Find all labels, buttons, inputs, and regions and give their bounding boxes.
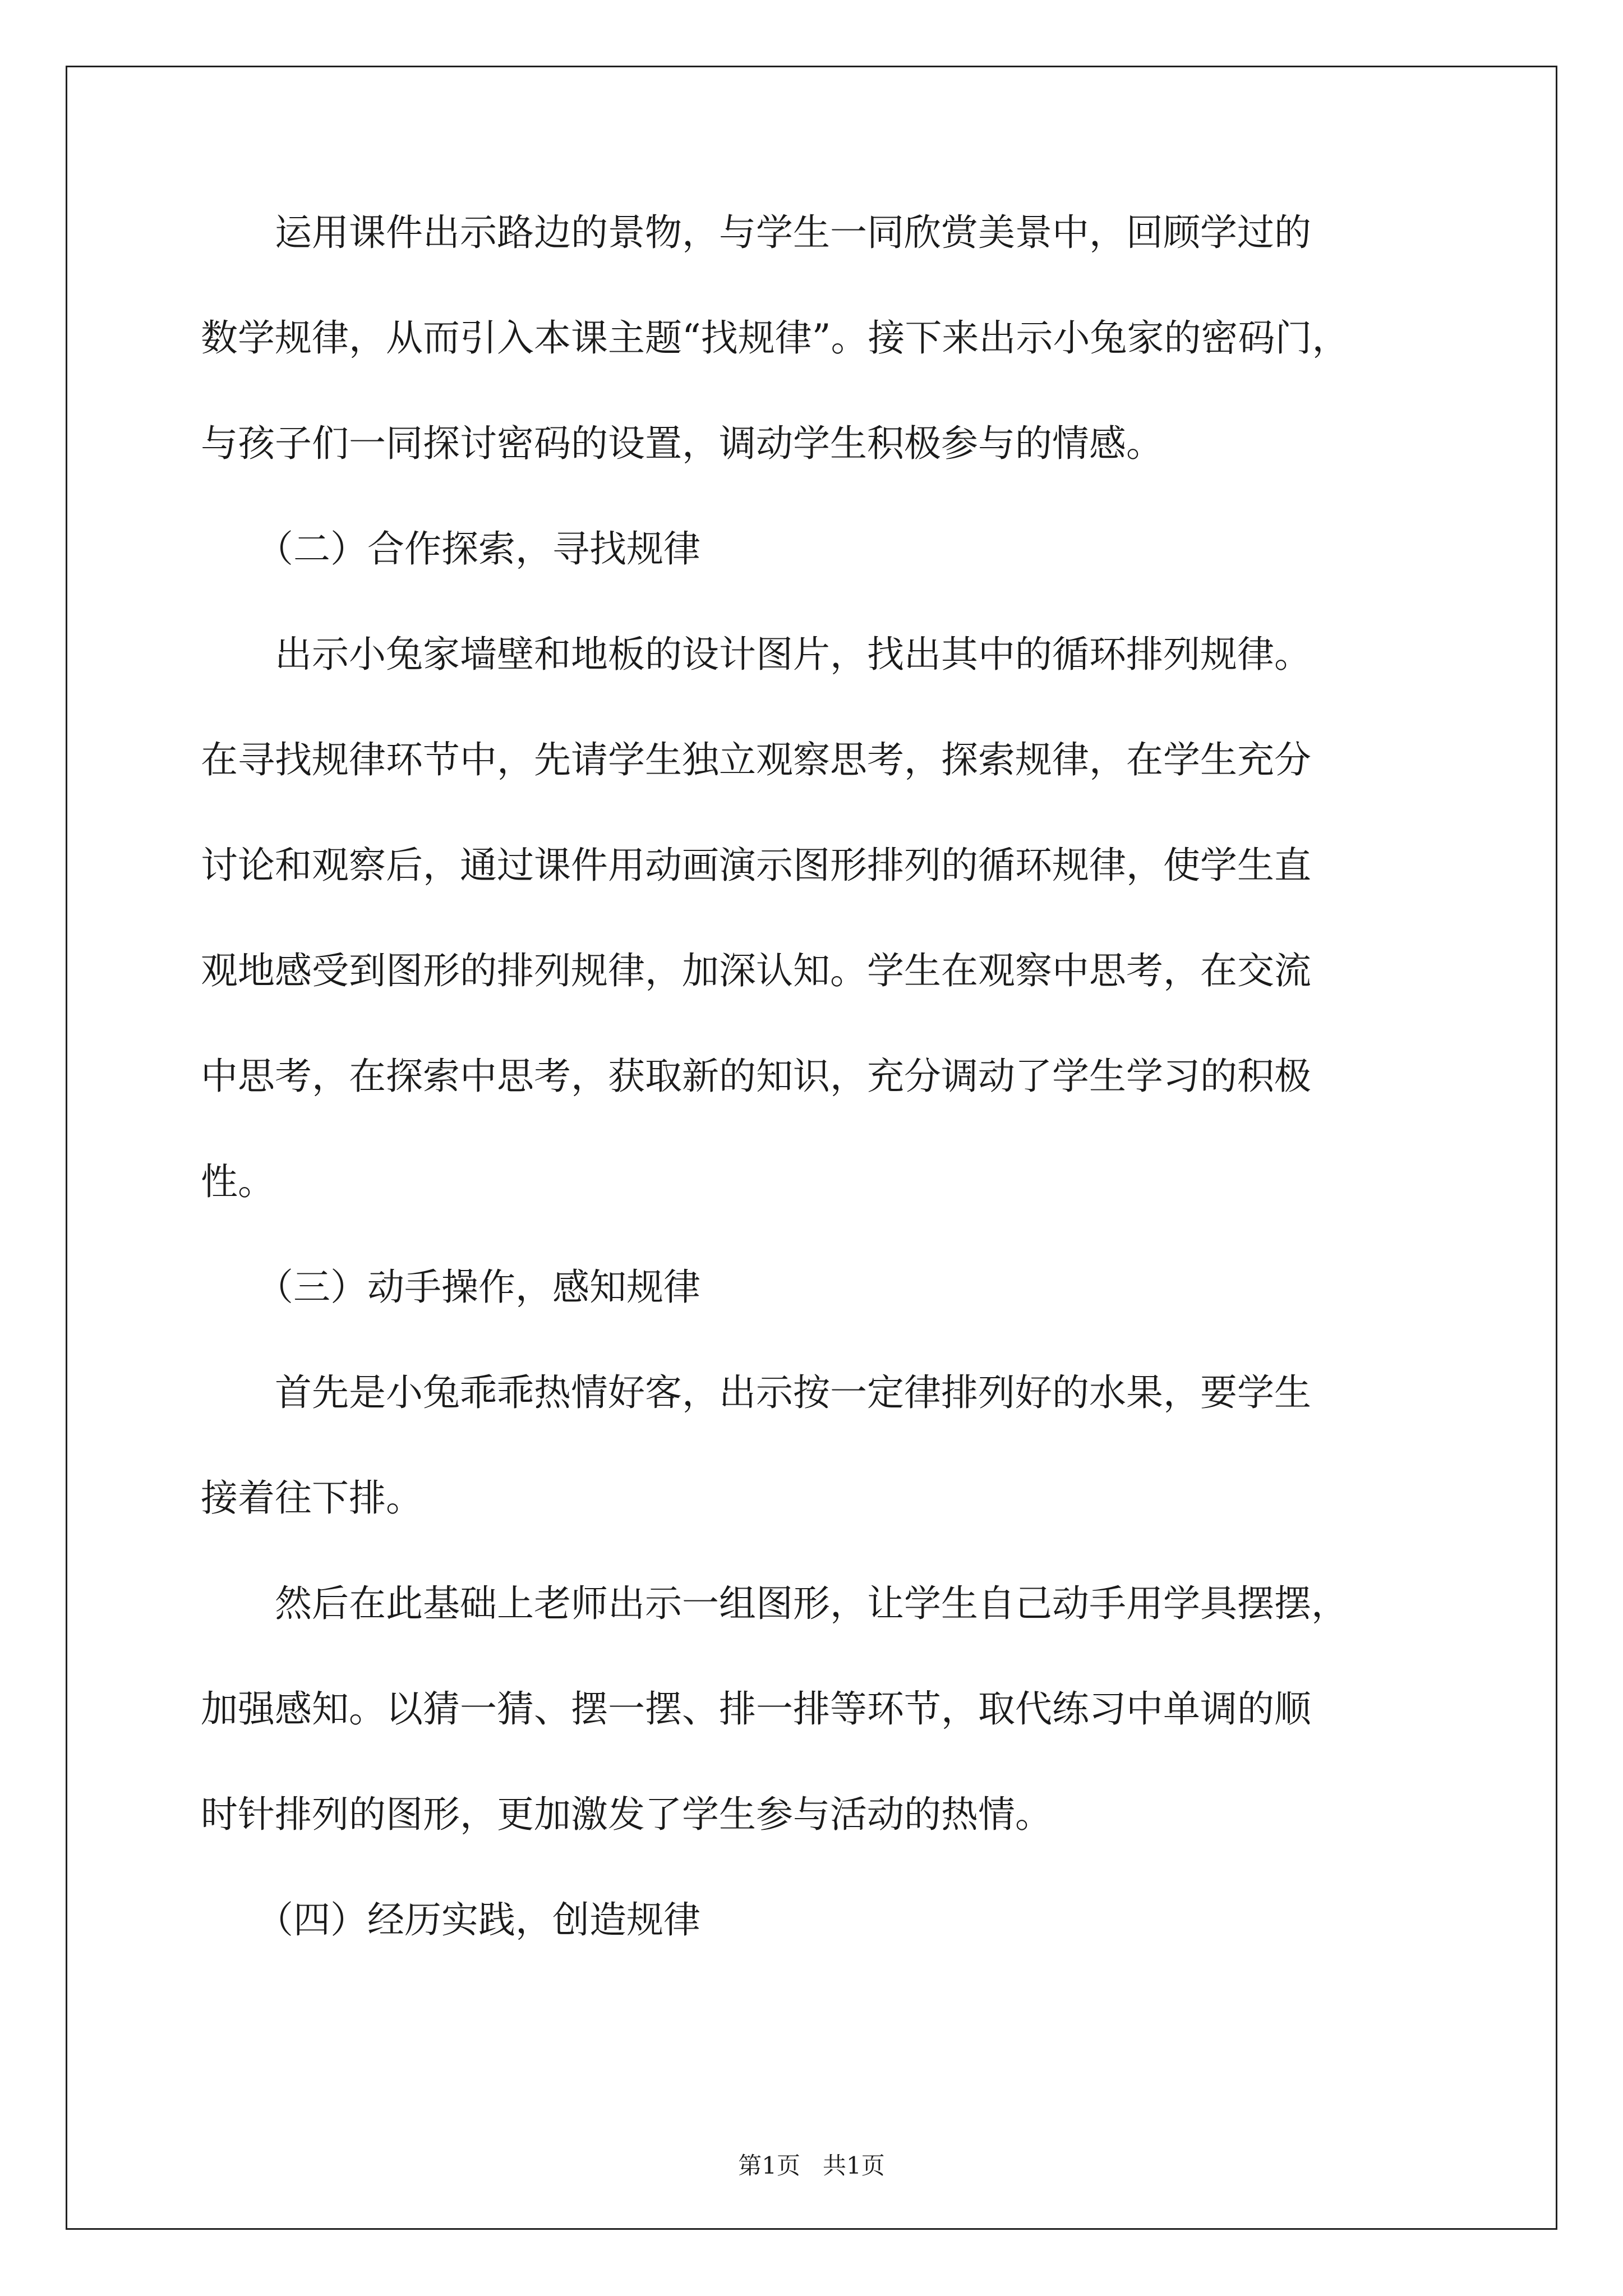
page-number: 第1页	[738, 2152, 800, 2179]
text-line: 运用课件出示路边的景物，与学生一同欣赏美景中，回顾学过的	[201, 211, 1311, 254]
text-line: 时针排列的图形，更加激发了学生参与活动的热情。	[201, 1793, 1052, 1836]
text-line: 数学规律，从而引入本课主题“找规律”。接下来出示小兔家的密码门，	[201, 316, 1349, 360]
text-line: 加强感知。以猜一猜、摆一摆、排一排等环节，取代练习中单调的顺	[201, 1687, 1311, 1731]
text-line: 与孩子们一同探讨密码的设置，调动学生积极参与的情感。	[201, 422, 1163, 465]
section-heading: （四）经历实践，创造规律	[201, 1898, 700, 1941]
section-heading: （三）动手操作，感知规律	[201, 1266, 700, 1309]
text-line: 接着往下排。	[201, 1476, 423, 1520]
text-line: 中思考，在探索中思考，获取新的知识，充分调动了学生学习的积极	[201, 1055, 1311, 1098]
text-line: 在寻找规律环节中，先请学生独立观察思考，探索规律，在学生充分	[201, 738, 1311, 781]
text-line: 观地感受到图形的排列规律，加深认知。学生在观察中思考，在交流	[201, 949, 1311, 992]
page-footer	[0, 2147, 1623, 2181]
text-line: 出示小兔家墙壁和地板的设计图片，找出其中的循环排列规律。	[201, 633, 1311, 676]
text-line: 性。	[201, 1160, 275, 1203]
text-line: 然后在此基础上老师出示一组图形，让学生自己动手用学具摆摆，	[201, 1582, 1348, 1625]
text-line: 讨论和观察后，通过课件用动画演示图形排列的循环规律，使学生直	[201, 844, 1311, 887]
section-heading: （二）合作探索，寻找规律	[201, 527, 700, 570]
page-total: 共1页	[823, 2152, 885, 2179]
text-line: 首先是小兔乖乖热情好客，出示按一定律排列好的水果，要学生	[201, 1371, 1311, 1414]
